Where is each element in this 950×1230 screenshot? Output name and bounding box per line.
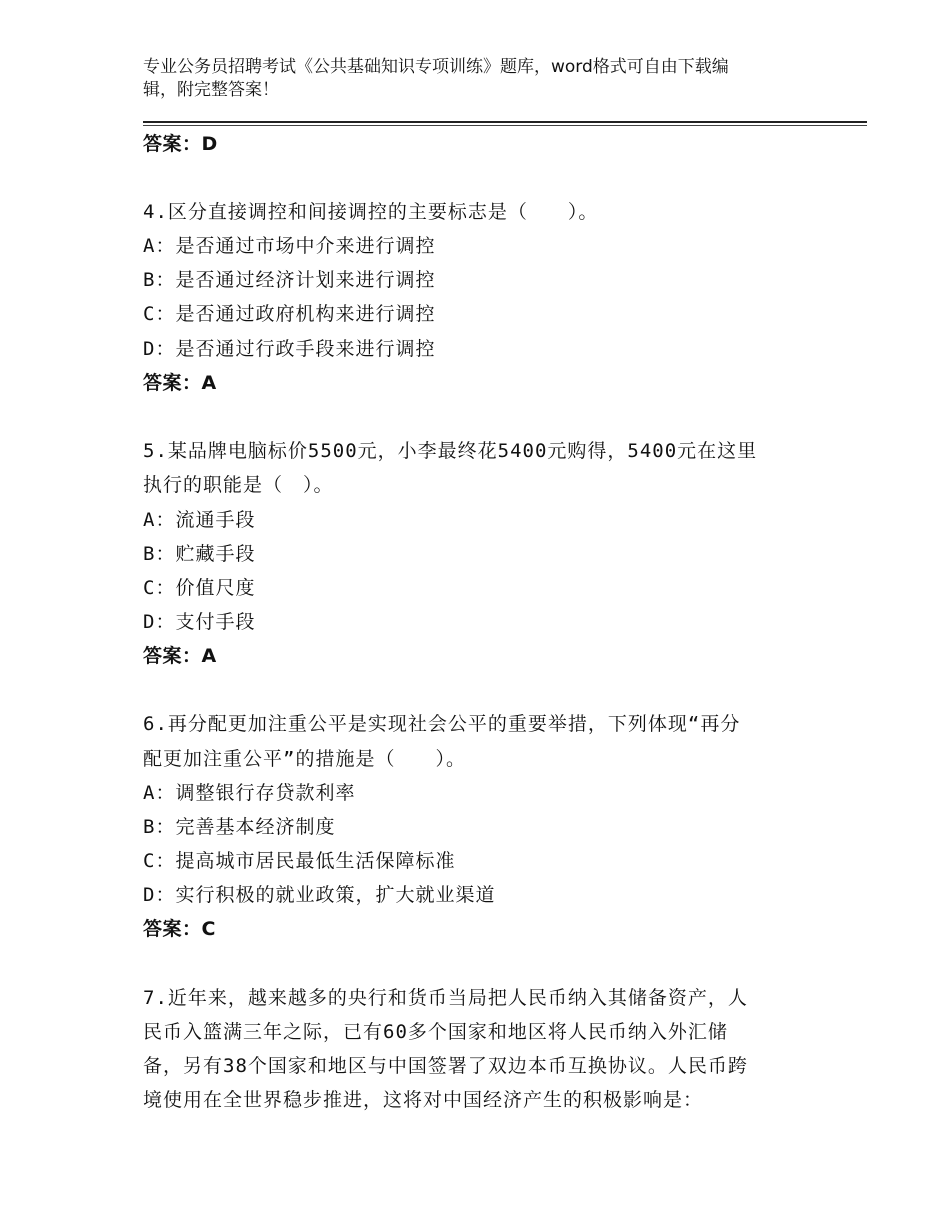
header-rule-thin <box>143 125 867 126</box>
question-6-option-b: B：完善基本经济制度 <box>143 816 336 838</box>
question-6-option-c: C：提高城市居民最低生活保障标准 <box>143 850 456 872</box>
answer-previous: 答案：D <box>143 133 218 155</box>
question-7-stem-line-4: 境使用在全世界稳步推进，这将对中国经济产生的积极影响是： <box>143 1089 704 1111</box>
question-5-option-d: D：支付手段 <box>143 611 256 633</box>
question-5-answer: 答案：A <box>143 645 217 667</box>
question-5-stem-line-2: 执行的职能是（ ）。 <box>143 474 334 496</box>
header-line-2: 辑，附完整答案！ <box>143 80 279 100</box>
question-6-option-a: A：调整银行存贷款利率 <box>143 782 356 804</box>
question-6-stem-line-1: 6.再分配更加注重公平是实现社会公平的重要举措，下列体现“再分 <box>143 713 741 735</box>
question-4-option-d: D：是否通过行政手段来进行调控 <box>143 338 436 360</box>
question-4-option-b: B：是否通过经济计划来进行调控 <box>143 269 436 291</box>
question-6-stem-line-2: 配更加注重公平”的措施是（ ）。 <box>143 748 466 770</box>
question-5-option-c: C：价值尺度 <box>143 577 256 599</box>
question-5-option-b: B：贮藏手段 <box>143 543 256 565</box>
question-4-stem: 4.区分直接调控和间接调控的主要标志是（ ）。 <box>143 201 599 223</box>
question-6-answer: 答案：C <box>143 918 216 940</box>
question-5-option-a: A：流通手段 <box>143 509 256 531</box>
question-4-option-c: C：是否通过政府机构来进行调控 <box>143 303 436 325</box>
page-header <box>143 56 793 102</box>
question-5-stem-line-1: 5.某品牌电脑标价5500元，小李最终花5400元购得，5400元在这里 <box>143 440 758 462</box>
question-7-stem-line-1: 7.近年来，越来越多的央行和货币当局把人民币纳入其储备资产，人 <box>143 987 748 1009</box>
question-7-stem-line-2: 民币入篮满三年之际，已有60多个国家和地区将人民币纳入外汇储 <box>143 1021 728 1043</box>
header-line-1: 专业公务员招聘考试《公共基础知识专项训练》题库，word格式可自由下载编 <box>143 57 729 77</box>
header-rule-thick <box>143 121 867 123</box>
question-4-option-a: A：是否通过市场中介来进行调控 <box>143 235 436 257</box>
question-4-answer: 答案：A <box>143 372 217 394</box>
question-7-stem-line-3: 备，另有38个国家和地区与中国签署了双边本币互换协议。人民币跨 <box>143 1055 748 1077</box>
question-6-option-d: D：实行积极的就业政策，扩大就业渠道 <box>143 884 496 906</box>
